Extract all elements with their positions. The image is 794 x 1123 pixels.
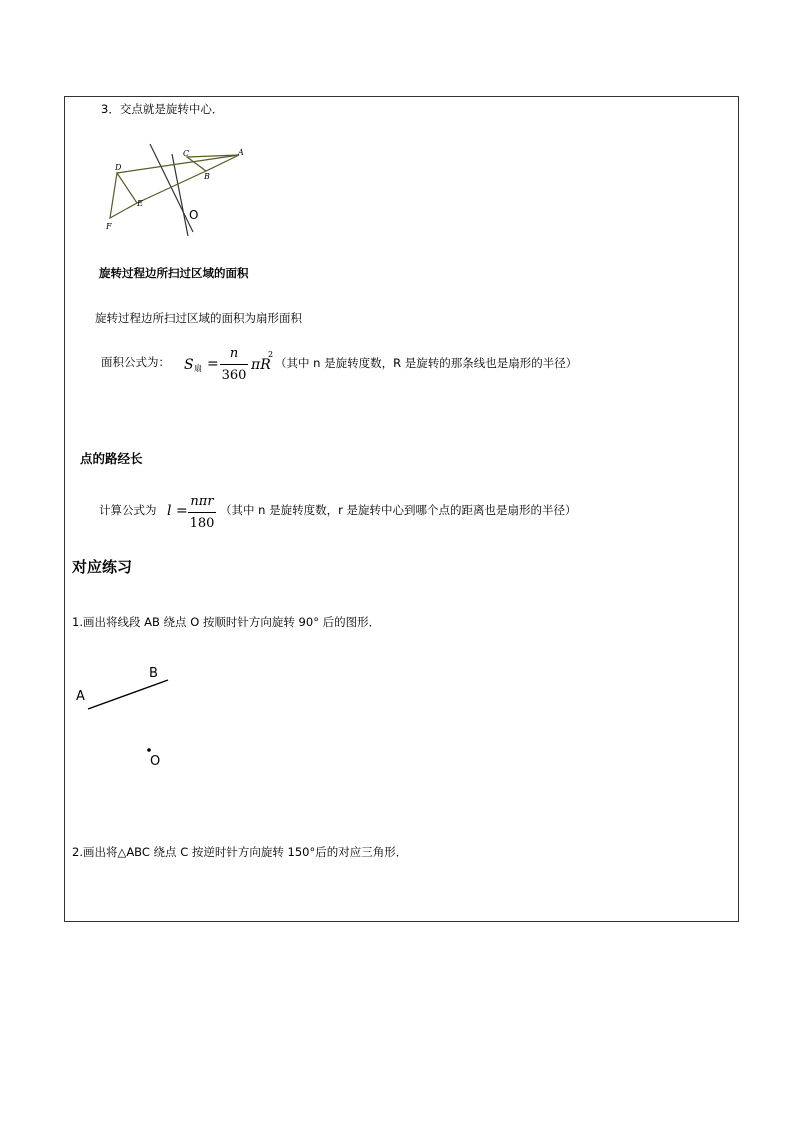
- area-s-subscript: 扇: [194, 364, 202, 373]
- question-2: 2.画出将△ABC 绕点 C 按逆时针方向旋转 150°后的对应三角形．: [72, 845, 408, 859]
- label-d: D: [115, 163, 122, 172]
- area-fraction: [220, 346, 248, 386]
- path-numerator: nπr: [190, 494, 214, 509]
- rotation-center-figure: [100, 140, 260, 240]
- triangle-abc: [187, 155, 239, 171]
- path-denominator: 180: [189, 516, 215, 531]
- area-description: 旋转过程边所扫过区域的面积为扇形面积: [95, 311, 302, 325]
- point-o: [147, 748, 151, 752]
- triangle-def: [110, 173, 137, 218]
- label-b-q1: B: [149, 666, 158, 681]
- label-a: A: [238, 148, 244, 157]
- label-b: B: [204, 172, 210, 181]
- area-note: （其中 n 是旋转度数，R 是旋转的那条线也是扇形的半径）: [275, 356, 578, 370]
- practice-heading: 对应练习: [72, 558, 133, 576]
- area-fraction-bar: [220, 364, 248, 365]
- area-denominator: 360: [221, 368, 247, 383]
- area-pi-r: πR: [251, 357, 271, 373]
- area-heading: 旋转过程边所扫过区域的面积: [99, 266, 249, 280]
- path-equals: =: [176, 503, 188, 519]
- label-a-q1: A: [76, 689, 85, 704]
- label-o: O: [189, 208, 199, 222]
- path-note: （其中 n 是旋转度数，r 是旋转中心到哪个点的距离也是扇形的半径）: [220, 503, 577, 517]
- path-heading: 点的路经长: [80, 451, 143, 466]
- path-l-symbol: l: [167, 503, 172, 519]
- label-c: C: [183, 149, 190, 158]
- segment-ab: [88, 680, 168, 709]
- path-fraction-bar: [188, 512, 216, 513]
- label-o-q1: O: [150, 754, 161, 769]
- area-superscript: 2: [268, 350, 274, 359]
- path-formula-prefix: 计算公式为: [99, 503, 157, 517]
- segment-eb: [137, 171, 206, 203]
- area-formula-prefix: 面积公式为：: [101, 355, 170, 369]
- path-fraction: [188, 494, 216, 534]
- label-f: F: [106, 222, 112, 231]
- area-equals: =: [207, 356, 219, 372]
- area-numerator: n: [229, 346, 239, 361]
- section3-heading: 3．交点就是旋转中心．: [101, 102, 224, 116]
- label-e: E: [137, 199, 143, 208]
- area-s-symbol: S: [184, 357, 194, 373]
- question-1: 1.画出将线段 AB 绕点 O 按顺时针方向旋转 90° 后的图形．: [72, 615, 381, 629]
- segment-ab-figure: [80, 670, 180, 760]
